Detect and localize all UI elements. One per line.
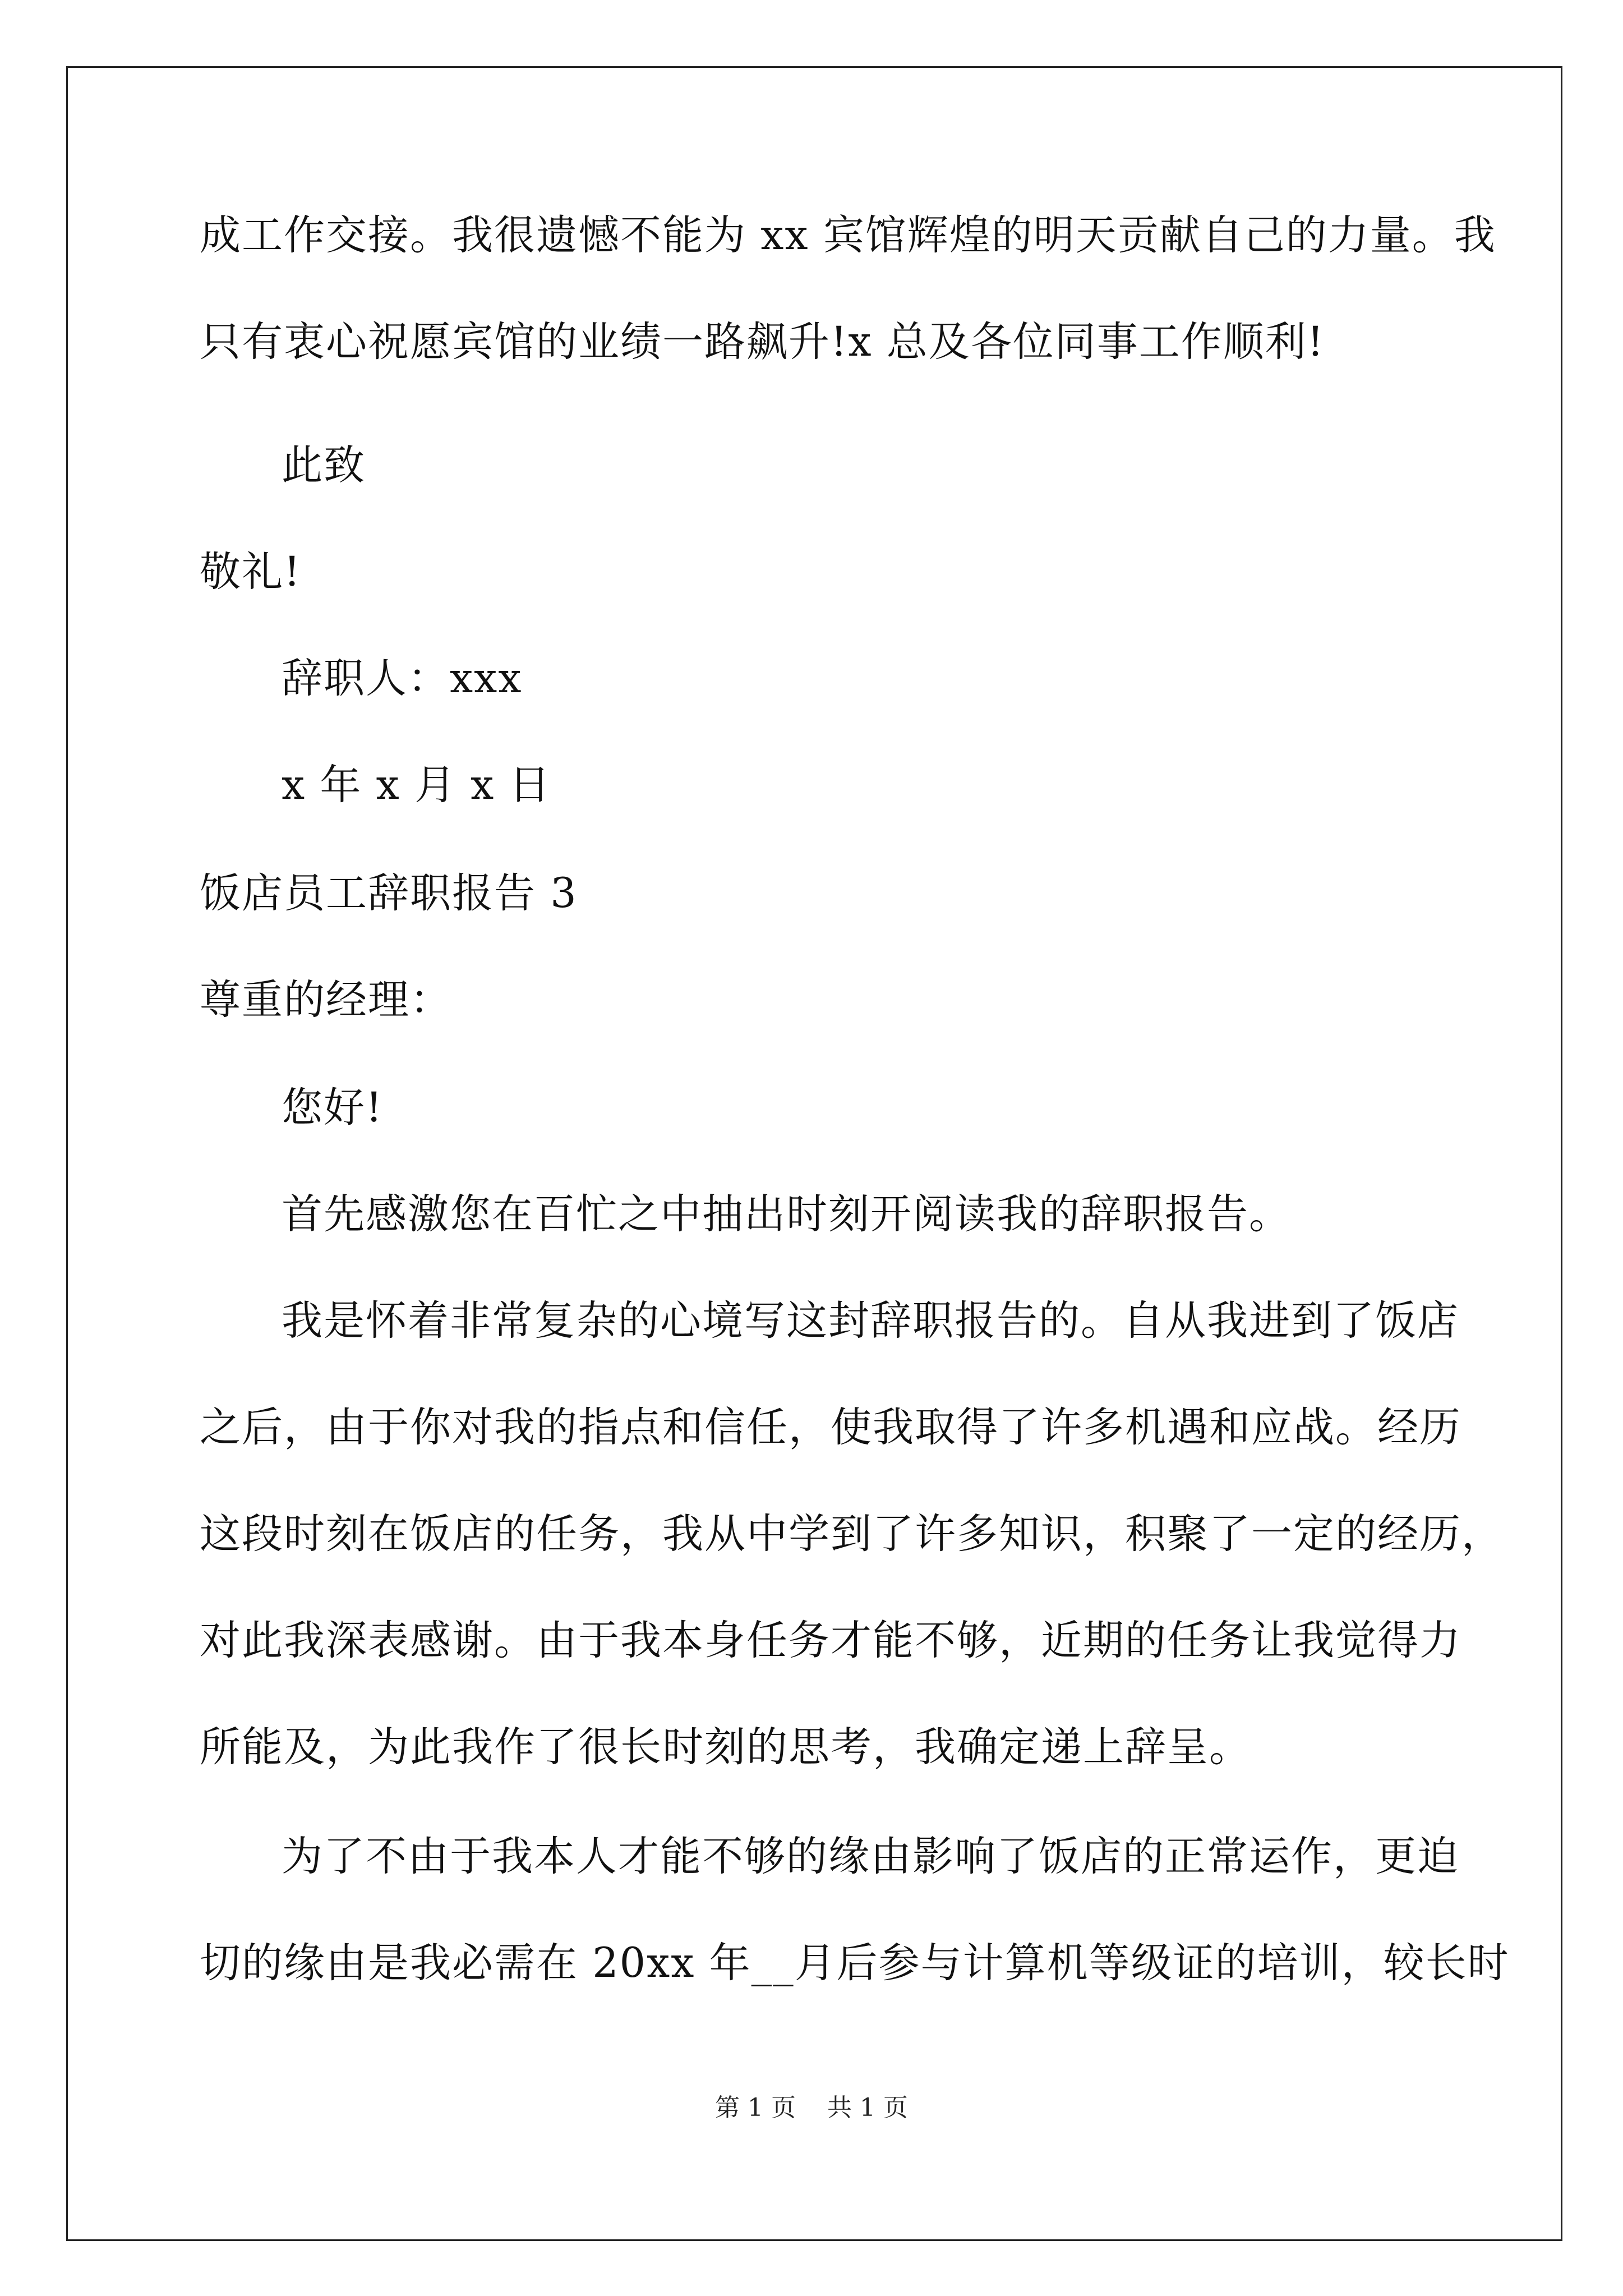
paragraph-line-4: 对此我深表感谢。由于我本身任务才能不够，近期的任务让我觉得力	[200, 1617, 1461, 1664]
paragraph-line-2: 之后，由于你对我的指点和信任，使我取得了许多机遇和应战。经历	[200, 1404, 1461, 1451]
closing-phrase: 此致	[282, 441, 366, 489]
greeting-line: 您好!	[282, 1084, 384, 1131]
date-line: x 年 x 月 x 日	[282, 761, 551, 809]
section-title: 饭店员工辞职报告 3	[200, 869, 578, 917]
salutation-closing: 敬礼!	[200, 548, 302, 596]
paragraph-line-7: 切的缘由是我必需在 20xx 年__月后参与计算机等级证的培训，较长时	[200, 1939, 1510, 1987]
paragraph-line-3: 这段时刻在饭店的任务，我从中学到了许多知识，积聚了一定的经历，	[200, 1510, 1504, 1558]
paragraph-line-1: 我是怀着非常复杂的心境写这封辞职报告的。自从我进到了饭店	[282, 1297, 1459, 1345]
text-line-1: 成工作交接。我很遗憾不能为 xx 宾馆辉煌的明天贡献自己的力量。我	[200, 211, 1496, 259]
paragraph-intro: 首先感激您在百忙之中抽出时刻开阅读我的辞职报告。	[282, 1190, 1291, 1238]
paragraph-line-5: 所能及，为此我作了很长时刻的思考，我确定递上辞呈。	[200, 1723, 1251, 1771]
addressee-line: 尊重的经理：	[200, 976, 452, 1024]
page-footer: 第 1 页 共 1 页	[715, 2093, 908, 2122]
page-border	[66, 66, 1562, 2241]
signature-line: 辞职人：xxx	[282, 655, 523, 702]
paragraph-line-6: 为了不由于我本人才能不够的缘由影响了饭店的正常运作，更迫	[282, 1833, 1459, 1880]
text-line-2: 只有衷心祝愿宾馆的业绩一路飙升!x 总及各位同事工作顺利!	[200, 318, 1325, 366]
